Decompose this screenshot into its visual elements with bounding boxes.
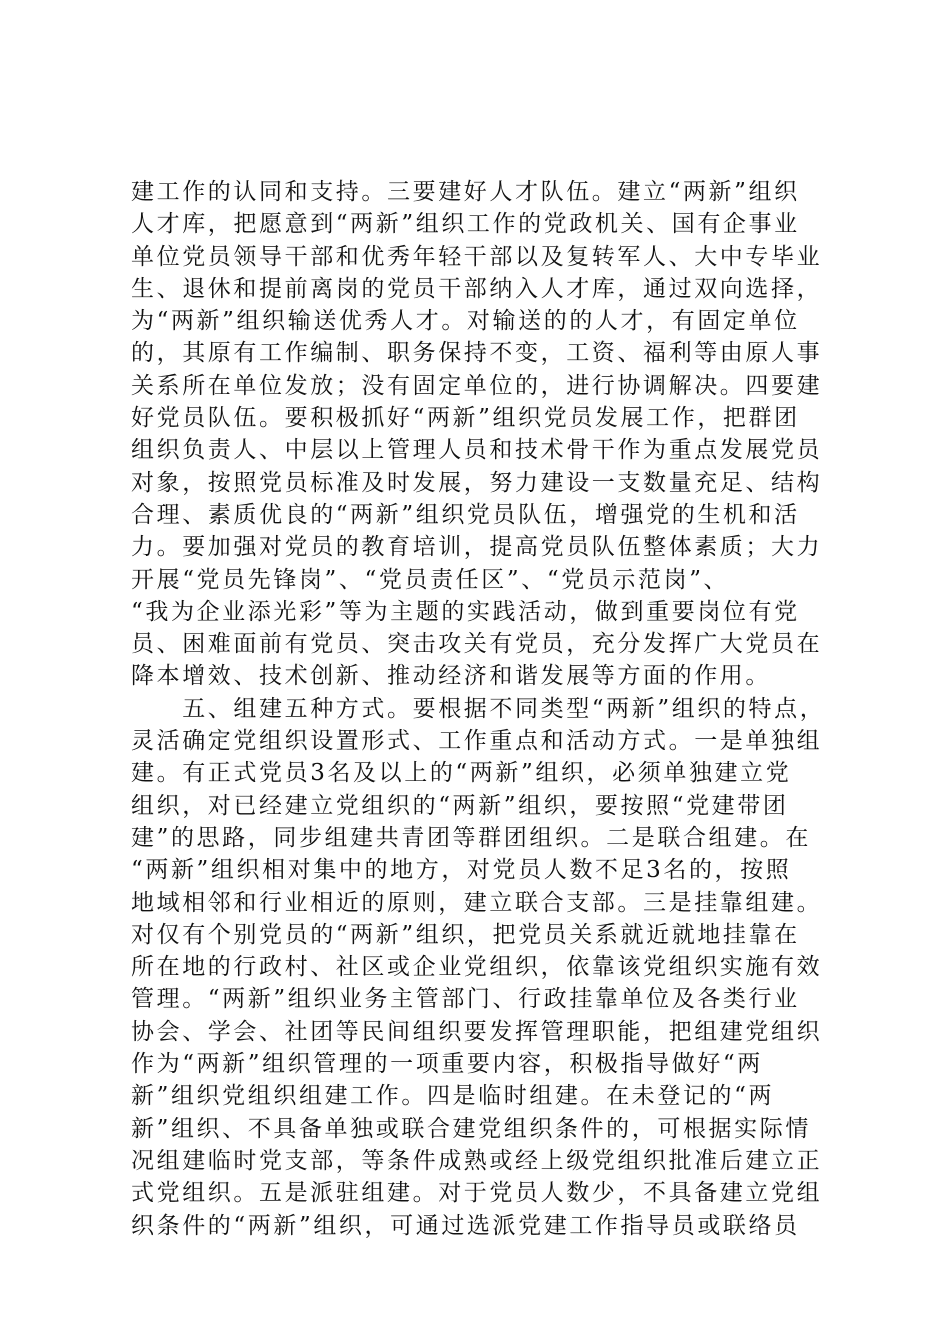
text-line: 关系所在单位发放；没有固定单位的，进行协调解决。四要建	[131, 372, 823, 399]
text-line: 生、退休和提前离岗的党员干部纳入人才库，通过双向选择，	[131, 275, 823, 302]
text-line: 建工作的认同和支持。三要建好人才队伍。建立“两新”组织	[131, 179, 800, 205]
text-line: 式党组织。五是派驻组建。对于党员人数少，不具备建立党组	[131, 1180, 823, 1207]
text-line: 组织，对已经建立党组织的“两新”组织，要按照“党建带团	[131, 792, 789, 819]
text-line: 好党员队伍。要积极抓好“两新”组织党员发展工作，把群团	[131, 405, 800, 432]
text-line: 作为“两新”组织管理的一项重要内容，积极指导做好“两	[131, 1051, 763, 1078]
body-text	[131, 176, 839, 1242]
text-line: 开展“党员先锋岗”、“党员责任区”、“党员示范岗”、	[131, 566, 730, 593]
text-line: “我为企业添光彩”等为主题的实践活动，做到重要岗位有党	[131, 598, 800, 625]
text-line: 为“两新”组织输送优秀人才。对输送的的人才，有固定单位	[131, 308, 800, 335]
text-line: 新”组织、不具备单独或联合建党组织条件的，可根据实际情	[131, 1115, 811, 1142]
text-line: 降本增效、技术创新、推动经济和谐发展等方面的作用。	[131, 663, 771, 690]
text-line: 人才库，把愿意到“两新”组织工作的党政机关、国有企事业	[131, 211, 800, 238]
text-line: 合理、素质优良的“两新”组织党员队伍，增强党的生机和活	[131, 501, 800, 528]
text-line: 管理。“两新”组织业务主管部门、行政挂靠单位及各类行业	[131, 986, 800, 1013]
text-line: 员、困难面前有党员、突击攻关有党员，充分发挥广大党员在	[131, 631, 823, 658]
text-line: 的，其原有工作编制、职务保持不变，工资、福利等由原人事	[131, 340, 823, 367]
text-line: 所在地的行政村、社区或企业党组织，依靠该党组织实施有效	[131, 954, 823, 981]
text-line: 况组建临时党支部，等条件成熟或经上级党组织批准后建立正	[131, 1147, 823, 1174]
text-line: 力。要加强对党员的教育培训，提高党员队伍整体素质；大力	[131, 534, 823, 561]
text-line: 织条件的“两新”组织，可通过选派党建工作指导员或联络员	[131, 1212, 800, 1239]
text-line: 对象，按照党员标准及时发展，努力建设一支数量充足、结构	[131, 469, 823, 496]
text-line: 建。有正式党员3名及以上的“两新”组织，必须单独建立党	[131, 760, 792, 787]
text-line: 灵活确定党组织设置形式、工作重点和活动方式。一是单独组	[131, 728, 823, 755]
text-line: 单位党员领导干部和优秀年轻干部以及复转军人、大中专毕业	[131, 243, 823, 270]
text-line: 地域相邻和行业相近的原则，建立联合支部。三是挂靠组建。	[131, 889, 823, 916]
text-line: 五、组建五种方式。要根据不同类型“两新”组织的特点，	[131, 695, 826, 722]
text-line: “两新”组织相对集中的地方，对党员人数不足3名的，按照	[131, 857, 792, 884]
text-line: 新”组织党组织组建工作。四是临时组建。在未登记的“两	[131, 1083, 775, 1110]
text-line: 对仅有个别党员的“两新”组织，把党员关系就近就地挂靠在	[131, 921, 800, 948]
text-line: 建”的思路，同步组建共青团等群团组织。二是联合组建。在	[131, 824, 811, 851]
text-line: 组织负责人、中层以上管理人员和技术骨干作为重点发展党员	[131, 437, 823, 464]
text-line: 协会、学会、社团等民间组织要发挥管理职能，把组建党组织	[131, 1018, 823, 1045]
